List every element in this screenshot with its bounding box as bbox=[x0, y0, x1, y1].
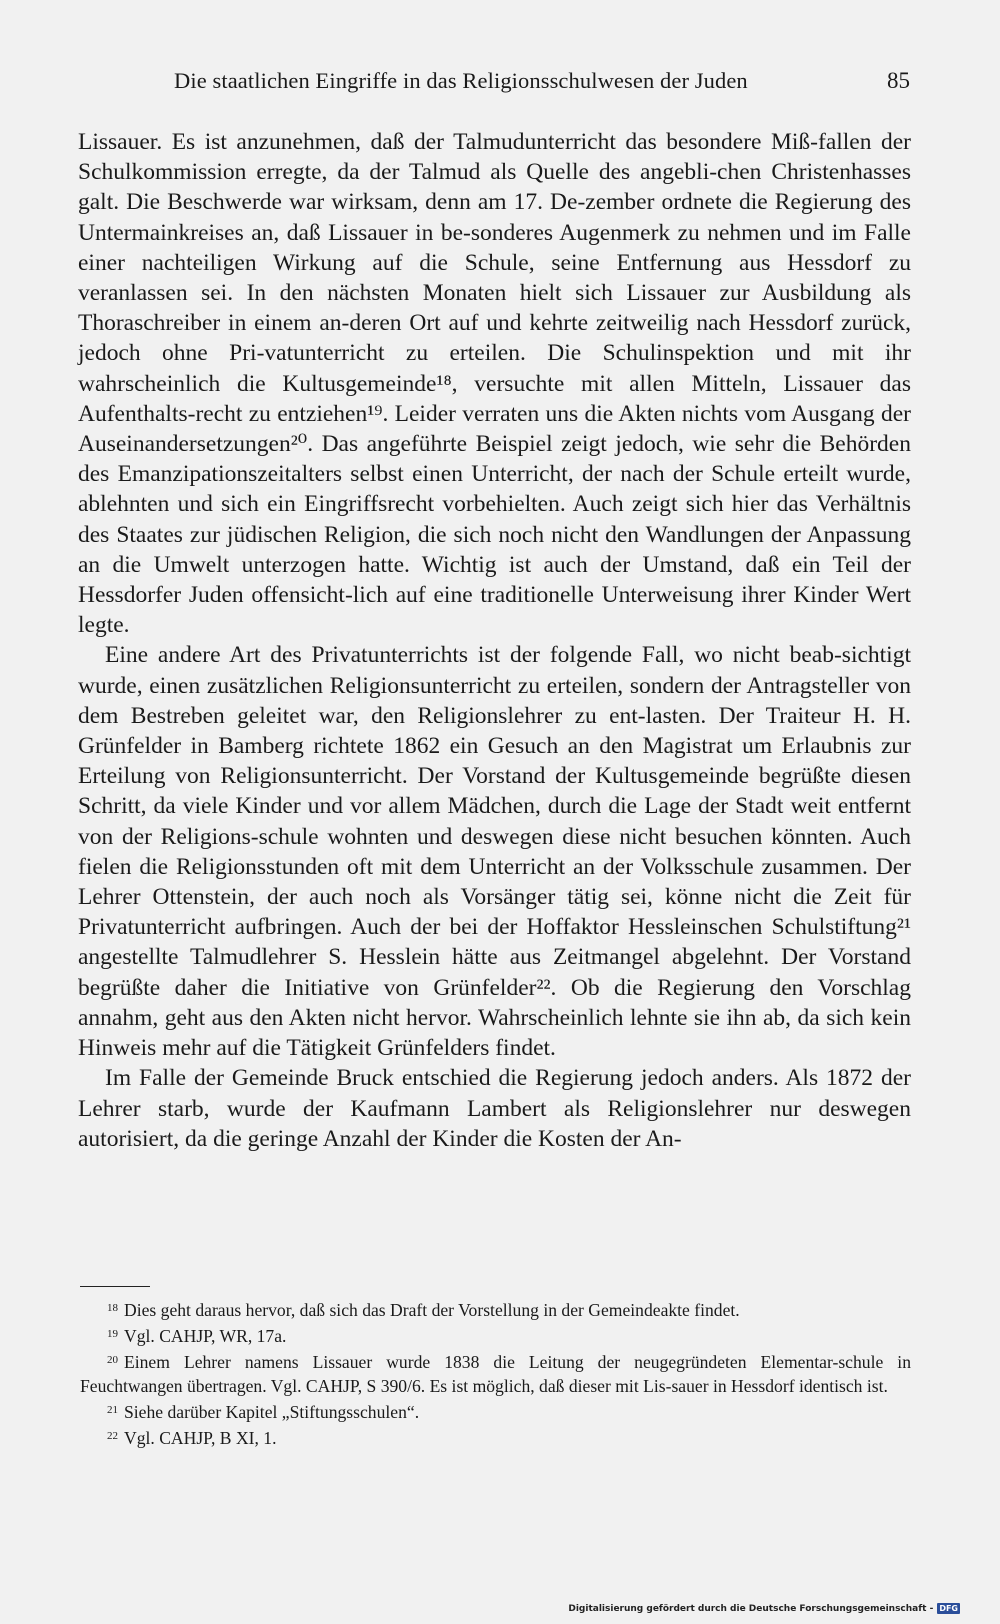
footnote-22 bbox=[80, 1424, 911, 1450]
digitization-credit bbox=[568, 1603, 960, 1614]
footnote-19 bbox=[80, 1322, 911, 1348]
footnote-text: Dies geht daraus hervor, daß sich das Draft der Vorstellung in der Gemeindeakte findet. bbox=[124, 1300, 740, 1320]
paragraph-3: Im Falle der Gemeinde Bruck entschied die Regierung jedoch anders. Als 1872 der Lehrer starb, wurde der Kaufmann Lambert als Religionslehrer nur deswegen autorisiert, da die geringe Anzahl der Kinder die Kosten der An- bbox=[78, 1065, 911, 1152]
credit-text: Digitalisierung gefördert durch die Deutsche Forschungsgemeinschaft - bbox=[568, 1603, 934, 1614]
footnote-20 bbox=[80, 1348, 911, 1398]
footnote-number: 22 bbox=[107, 1430, 118, 1442]
footnote-number: 18 bbox=[107, 1302, 118, 1314]
footnote-text: Einem Lehrer namens Lissauer wurde 1838 die Leitung der neugegründeten Elementar-schule in Feuchtwangen übertragen. Vgl. CAHJP, S 390/6. Es ist möglich, daß dieser mit Lis-sauer in Hessdorf identisch ist. bbox=[80, 1352, 911, 1396]
footnote-number: 21 bbox=[107, 1404, 118, 1416]
paragraph-1: Lissauer. Es ist anzunehmen, daß der Talmudunterricht das besondere Miß-fallen der Schulkommission erregte, da der Talmud als Quelle des angebli-chen Christenhasses galt. Die Beschwerde war wirksam, denn am 17. De-zember ordnete die Regierung des Untermainkreises an, daß Lissauer in be-sonderes Augenmerk zu nehmen und im Falle einer nachteiligen Wirkung auf die Schule, seine Entfernung aus Hessdorf zu veranlassen sei. In den nächsten Monaten hielt sich Lissauer zur Ausbildung als Thoraschreiber in einem an-deren Ort auf und kehrte zeitweilig nach Hessdorf zurück, jedoch ohne Pri-vatunterricht zu erteilen. Die Schulinspektion und mit ihr wahrscheinlich die Kultusgemeinde¹⁸, versuchte mit allen Mitteln, Lissauer das Aufenthalts-recht zu entziehen¹⁹. Leider verraten uns die Akten nichts vom Ausgang der Auseinandersetzungen²⁰. Das angeführte Beispiel zeigt jedoch, wie sehr die Behörden des Emanzipationszeitalters selbst einen Unterricht, der nach der Schule erteilt wurde, ablehnten und sich ein Eingriffsrecht vorbehielten. Auch zeigt sich hier das Verhältnis des Staates zur jüdischen Religion, die sich noch nicht den Wandlungen der Anpassung an die Umwelt unterzogen hatte. Wichtig ist auch der Umstand, daß ein Teil der Hessdorfer Juden offensicht-lich auf eine traditionelle Unterweisung ihrer Kinder Wert legte. bbox=[78, 129, 911, 639]
dfg-logo-icon: DFG bbox=[939, 1604, 958, 1613]
footnote-text: Siehe darüber Kapitel „Stiftungsschulen“. bbox=[124, 1402, 420, 1422]
page-number: 85 bbox=[887, 68, 910, 93]
footnote-separator bbox=[80, 1286, 150, 1287]
body-text bbox=[78, 127, 911, 1154]
footnote-number: 19 bbox=[107, 1328, 118, 1340]
paragraph-2: Eine andere Art des Privatunterrichts ist der folgende Fall, wo nicht beab-sichtigt wurde, einen zusätzlichen Religionsunterricht zu erteilen, sondern der Antragsteller von dem Bestreben geleitet war, den Religionslehrer zu ent-lasten. Der Traiteur H. H. Grünfelder in Bamberg richtete 1862 ein Gesuch an den Magistrat um Erlaubnis zur Erteilung von Religionsunterricht. Der Vorstand der Kultusgemeinde begrüßte diesen Schritt, da viele Kinder und vor allem Mädchen, durch die Lage der Stadt weit entfernt von der Religions-schule wohnten und deswegen diese nicht besuchen könnten. Auch fielen die Religionsstunden oft mit dem Unterricht an der Volksschule zusammen. Der Lehrer Ottenstein, der auch noch als Vorsänger tätig sei, könne nicht die Zeit für Privatunterricht aufbringen. Auch der bei der Hoffaktor Hessleinschen Schulstiftung²¹ angestellte Talmudlehrer S. Hesslein hätte aus Zeitmangel abgelehnt. Der Vorstand begrüßte daher die Initiative von Grünfelder²². Ob die Regierung den Vorschlag annahm, geht aus den Akten nicht hervor. Wahrscheinlich lehnte sie ihn ab, da sich kein Hinweis mehr auf die Tätigkeit Grünfelders findet. bbox=[78, 642, 911, 1062]
footnote-18 bbox=[80, 1296, 911, 1322]
footnote-text: Vgl. CAHJP, B XI, 1. bbox=[124, 1428, 277, 1448]
footnote-text: Vgl. CAHJP, WR, 17a. bbox=[124, 1326, 287, 1346]
page-header bbox=[78, 68, 910, 102]
footnote-21 bbox=[80, 1398, 911, 1424]
footnotes bbox=[80, 1296, 911, 1450]
running-head: Die staatlichen Eingriffe in das Religionsschulwesen der Juden bbox=[174, 68, 748, 93]
footnote-number: 20 bbox=[107, 1354, 118, 1366]
